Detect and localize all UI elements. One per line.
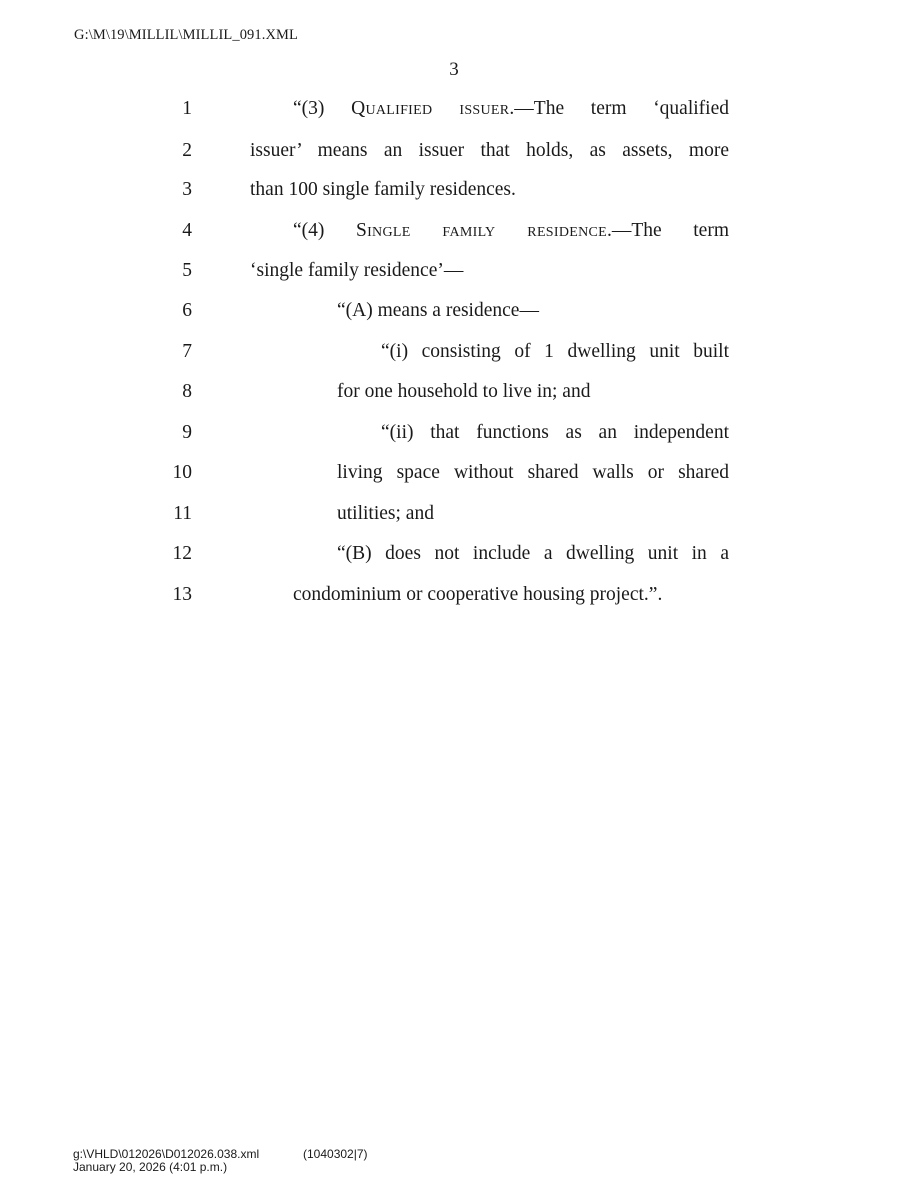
document-line — [0, 291, 908, 331]
line-number: 2 — [182, 140, 192, 161]
document-line — [0, 89, 908, 129]
footer-document-id: (1040302|7) — [303, 1147, 368, 1161]
header-file-path: G:\M\19\MILLIL\MILLIL_091.XML — [74, 27, 298, 43]
document-line — [0, 453, 908, 493]
line-number: 10 — [172, 462, 192, 483]
document-line — [0, 332, 908, 372]
line-text: “(ii) that functions as an independent — [381, 422, 729, 443]
line-text: condominium or cooperative housing project.”. — [293, 584, 663, 605]
line-number: 13 — [172, 584, 192, 605]
footer-date: January 20, 2026 (4:01 p.m.) — [73, 1160, 228, 1174]
document-line — [0, 372, 908, 412]
line-text: “(B) does not include a dwelling unit in a — [337, 543, 729, 564]
document-line — [0, 131, 908, 171]
document-line — [0, 534, 908, 574]
line-text: “(3) Qualified issuer.—The term ‘qualified — [293, 98, 729, 119]
line-number: 9 — [182, 422, 192, 443]
line-text: issuer’ means an issuer that holds, as assets, more — [250, 140, 729, 161]
section-heading: Qualified issuer — [351, 98, 510, 119]
line-text: than 100 single family residences. — [250, 179, 516, 200]
line-number: 3 — [182, 179, 192, 200]
line-number: 4 — [182, 220, 192, 241]
document-line — [0, 170, 908, 210]
line-number: 7 — [182, 341, 192, 362]
document-line — [0, 251, 908, 291]
section-heading: Single family residence — [355, 220, 608, 241]
document-line — [0, 494, 908, 534]
line-text: living space without shared walls or shared — [337, 462, 729, 483]
line-number: 8 — [182, 381, 192, 402]
line-number: 6 — [182, 300, 192, 321]
page-number: 3 — [449, 59, 459, 80]
line-text: for one household to live in; and — [337, 381, 591, 402]
document-line — [0, 211, 908, 251]
line-text: “(A) means a residence— — [337, 300, 539, 321]
line-text: “(i) consisting of 1 dwelling unit built — [381, 341, 729, 362]
document-line — [0, 575, 908, 615]
line-number: 5 — [182, 260, 192, 281]
footer-file-path: g:\VHLD\012026\D012026.038.xml — [73, 1147, 260, 1161]
line-text: “(4) Single family residence.—The term — [293, 220, 729, 241]
line-number: 1 — [182, 98, 192, 119]
document-line — [0, 413, 908, 453]
line-text: utilities; and — [337, 503, 434, 524]
line-text: ‘single family residence’— — [250, 260, 464, 281]
line-number: 12 — [172, 543, 192, 564]
line-number: 11 — [173, 503, 192, 524]
